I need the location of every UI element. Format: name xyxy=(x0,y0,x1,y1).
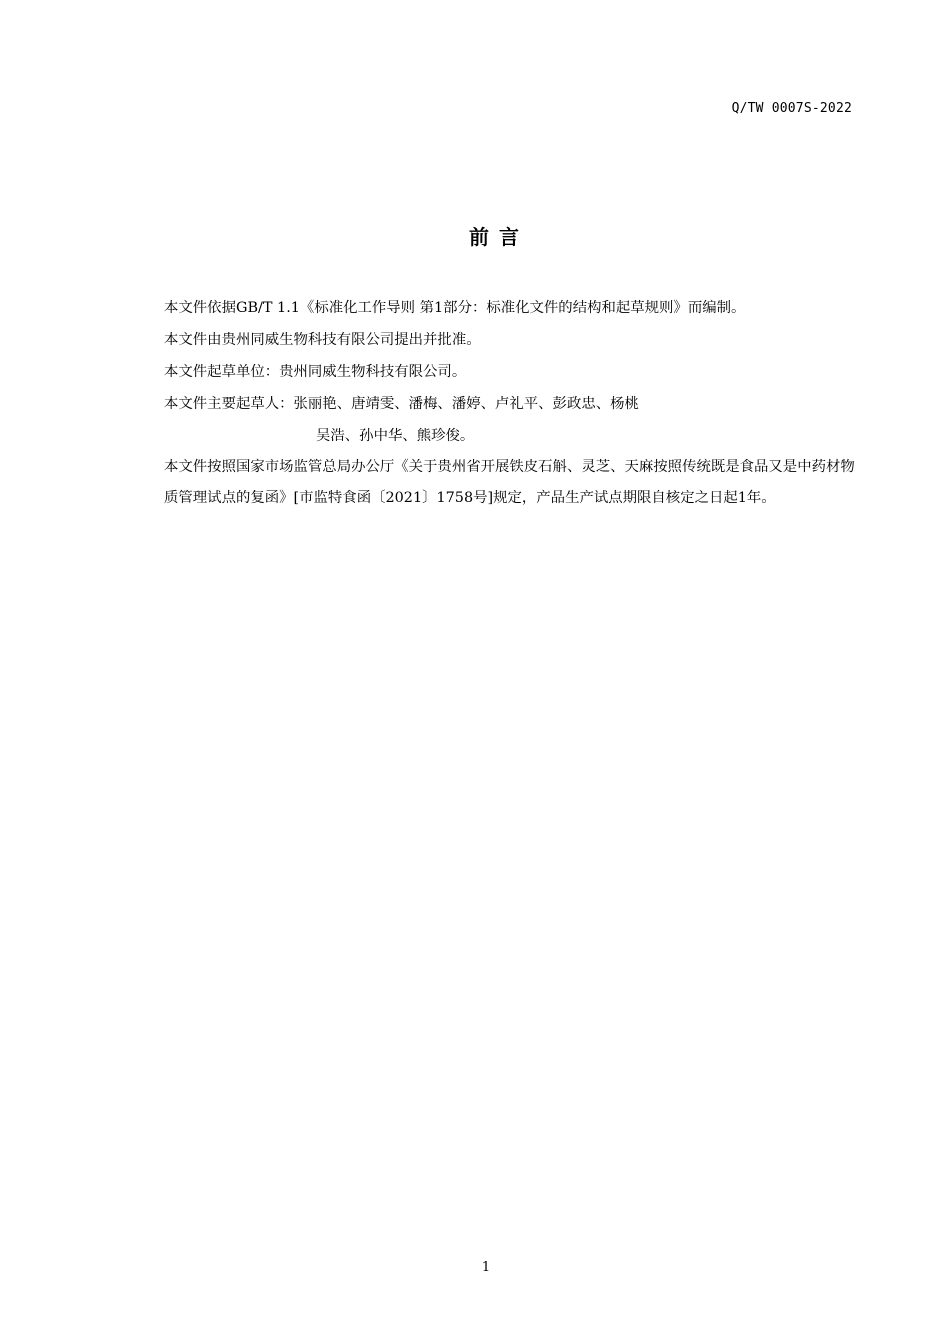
paragraph-basis: 本文件依据GB/T 1.1《标准化工作导则 第1部分：标准化文件的结构和起草规则》而编制。 xyxy=(164,300,746,316)
page-number: 1 xyxy=(481,1260,491,1275)
drafters-line-2: 吴浩、孙中华、熊珍俊。 xyxy=(316,428,475,444)
document-code: Q/TW 0007S-2022 xyxy=(731,101,852,116)
preface-body xyxy=(164,292,861,513)
paragraph-proposer: 本文件由贵州同威生物科技有限公司提出并批准。 xyxy=(164,332,481,348)
paragraph-drafting-unit: 本文件起草单位：贵州同威生物科技有限公司。 xyxy=(164,364,467,380)
page-title: 前言 xyxy=(469,225,529,249)
paragraph-pilot-basis: 本文件按照国家市场监管总局办公厅《关于贵州省开展铁皮石斛、灵芝、天麻按照传统既是食品又是中药材物质管理试点的复函》[市监特食函〔2021〕1758号]规定，产品生产试点期限自核定之日起1年。 xyxy=(164,459,855,506)
paragraph-drafters xyxy=(164,388,861,452)
drafters-line-1: 本文件主要起草人：张丽艳、唐靖雯、潘梅、潘婷、卢礼平、彭政忠、杨桃 xyxy=(164,396,639,412)
